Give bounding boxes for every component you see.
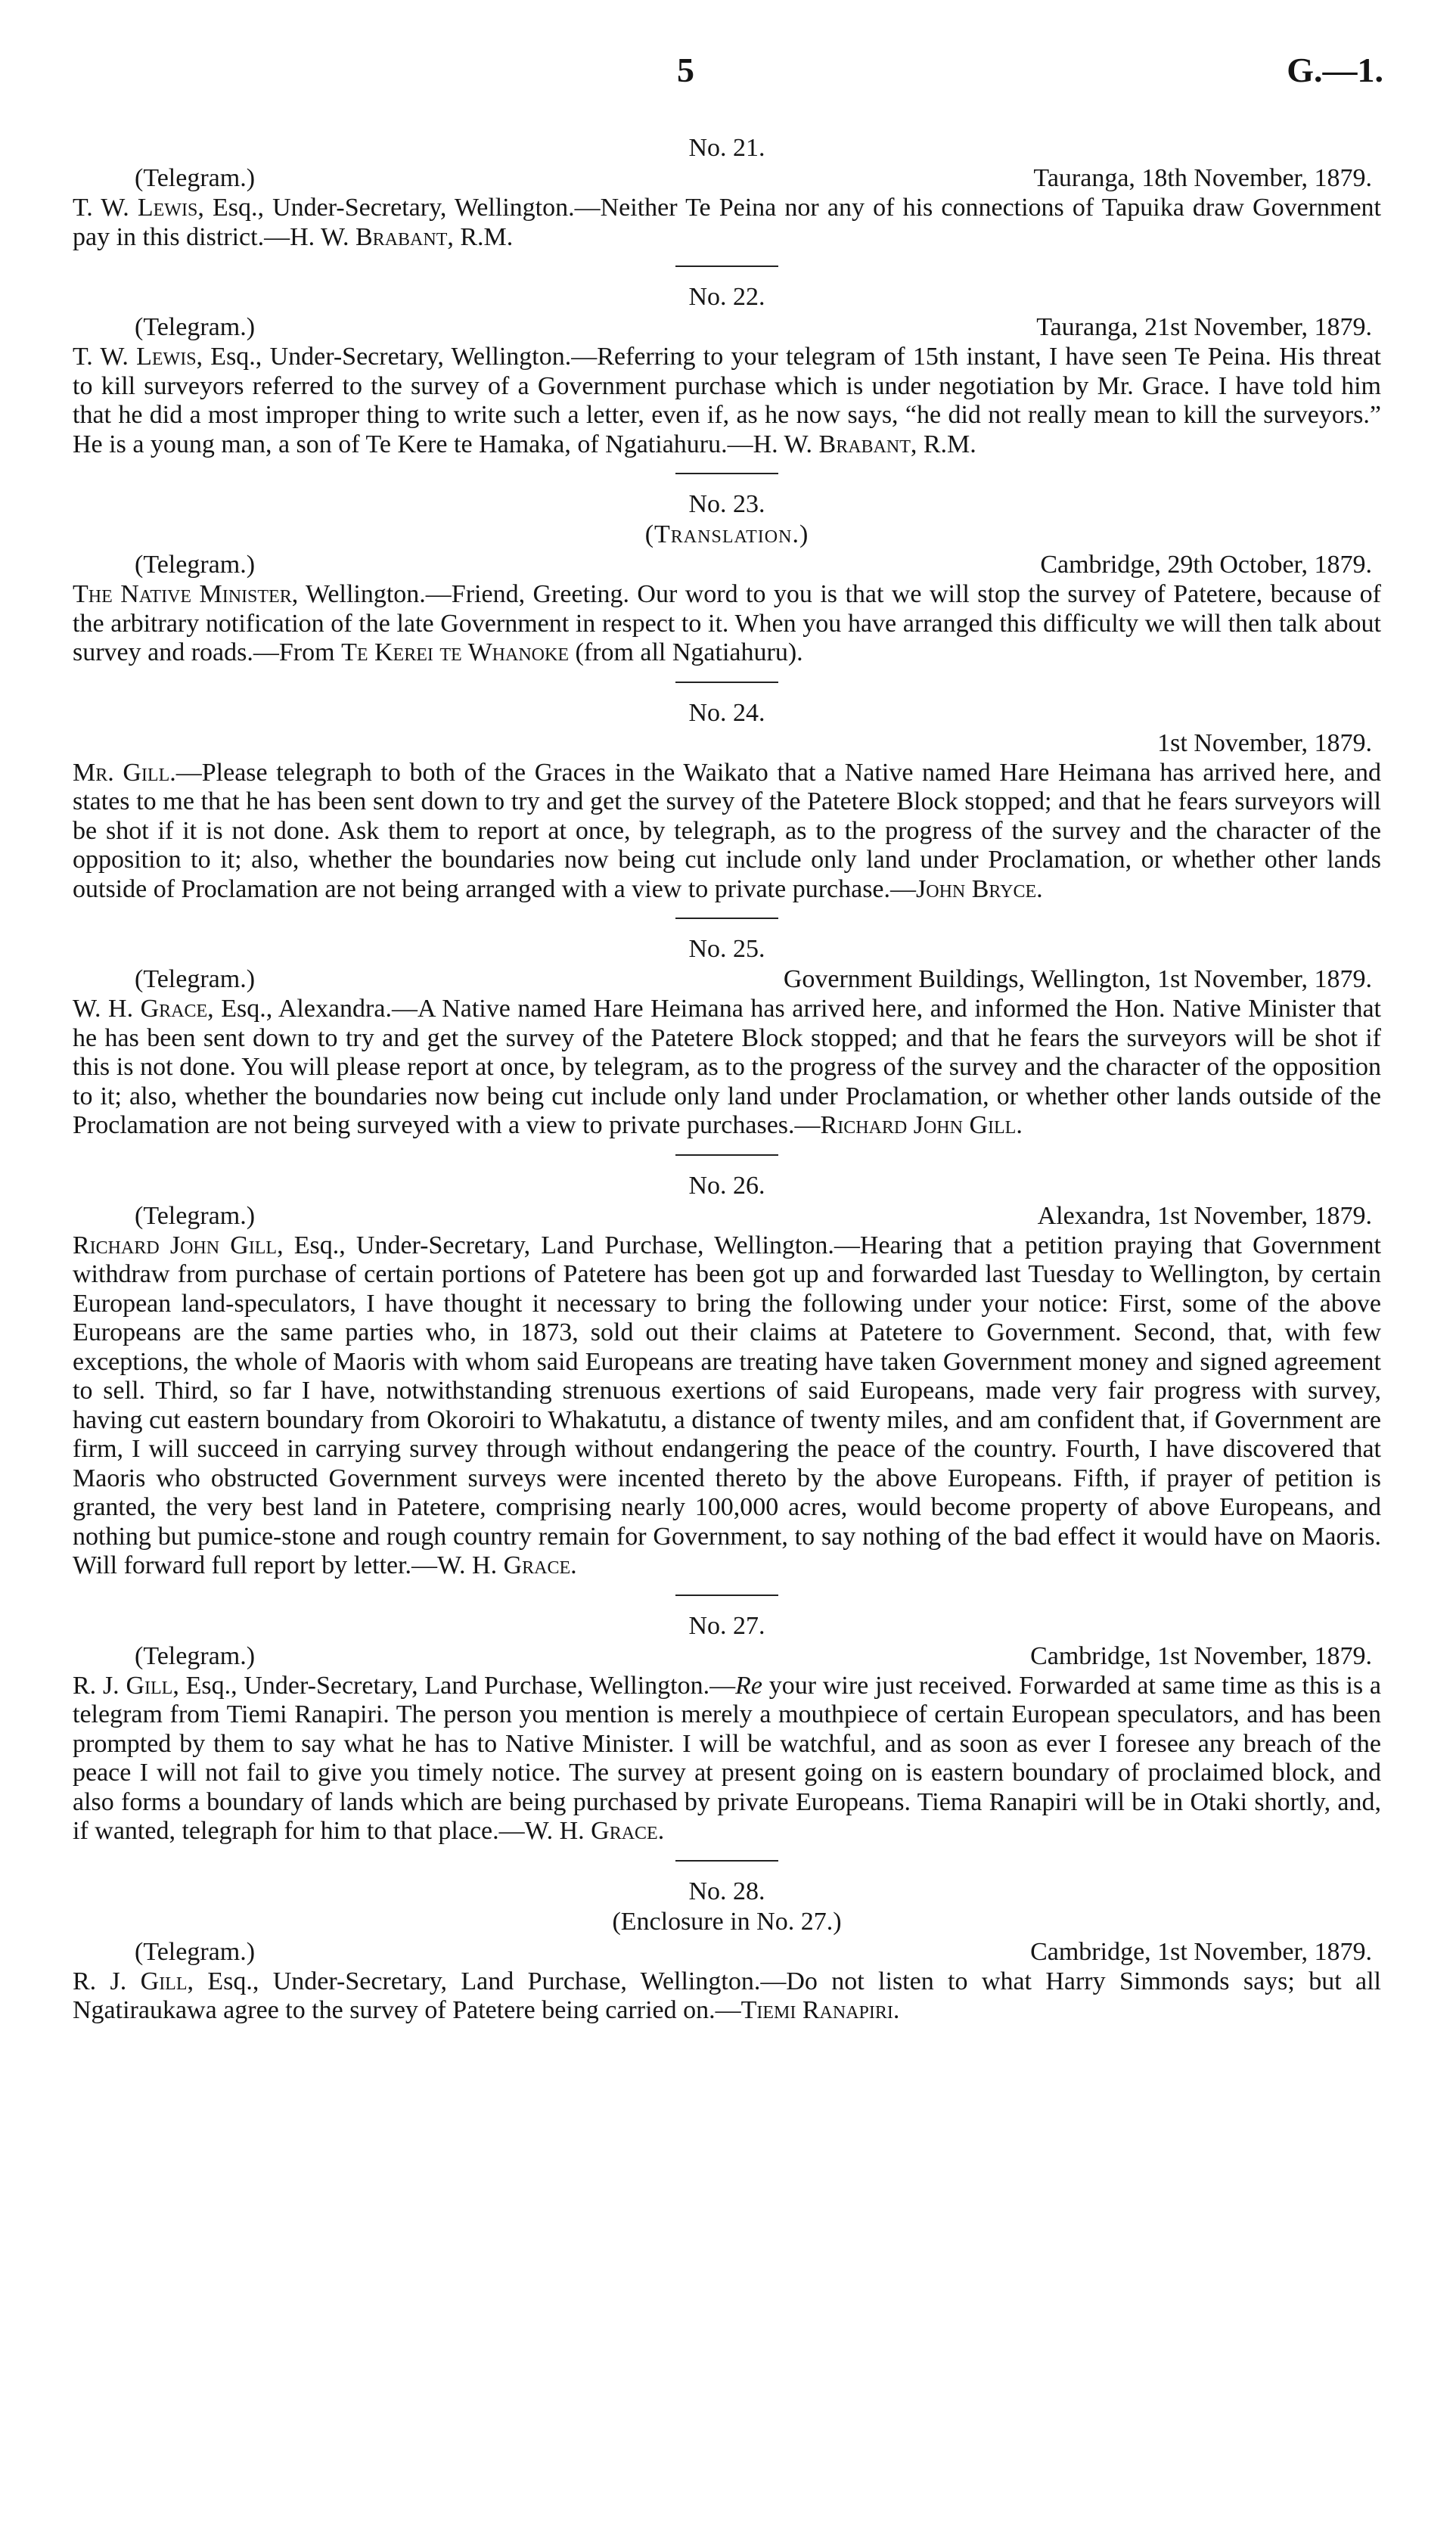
addressee: T. W. Lewis: [73, 194, 198, 222]
message-text: , Esq., Under-Secretary, Wellington.—Neither Te Peina nor any of his connections of Tapuika draw Government pay in this district.—: [73, 194, 1381, 251]
document-number: No. 22.: [688, 283, 765, 311]
message-text: , Esq., Under-Secretary, Land Purchase, Wellington.—: [172, 1671, 736, 1700]
message-text: , Wellington.—Friend, Greeting. Our word to you is that we will stop the survey of Patetere, because of the arbitrary notification of the late Government in respect to it. When you have arranged this difficulty we will then talk about survey and roads.—From: [73, 580, 1381, 666]
place-date: Cambridge, 1st November, 1879.: [1030, 1937, 1372, 1966]
document-type: (Telegram.): [135, 164, 256, 192]
page-number: 5: [677, 51, 694, 89]
document-number: No. 25.: [688, 935, 765, 963]
place-date: Cambridge, 29th October, 1879.: [1040, 551, 1372, 579]
document-no-28: [73, 1877, 1381, 2026]
telegram-header: [73, 964, 1381, 995]
document-no-26: [73, 1171, 1381, 1581]
section-divider: [675, 682, 778, 683]
telegram-header: [73, 1201, 1381, 1231]
signature: Te Kerei te Whanoke: [341, 638, 569, 666]
message-text: , Esq., Under-Secretary, Land Purchase, Wellington.—Do not listen to what Harry Simmonds says; but all Ngatiraukawa agree to the survey of Patetere being carried on.—: [73, 1967, 1381, 2024]
place-date: Government Buildings, Wellington, 1st November, 1879.: [783, 965, 1372, 993]
document-number: No. 24.: [688, 698, 765, 727]
document-no-27: [73, 1611, 1381, 1846]
document-no-23: [73, 489, 1381, 668]
document-number: No. 28.: [688, 1877, 765, 1905]
message-text-continued: your wire just received. Forwarded at same time as this is a telegram from Tiemi Ranapiri. The person you mention is merely a mouthpiece of certain European speculators, and has been prompted by them to say what he has to Native Minister. I will be watchful, and as soon as ever I foresee any breach of the peace I will not fail to give you timely notice. The survey at present going on is eastern boundary of proclaimed block, and also forms a boundary of lands which are being purchased by private Europeans. Tiema Ranapiri will be in Otaki shortly, and, if wanted, telegraph for him to that place.—: [73, 1671, 1381, 1845]
telegram-header: [73, 1641, 1381, 1672]
document-body: [73, 580, 1381, 668]
document-reference: G.—1.: [1287, 51, 1383, 89]
place-date: Alexandra, 1st November, 1879.: [1037, 1201, 1372, 1230]
signature-suffix: , R.M.: [910, 430, 976, 458]
signature-suffix: .: [1016, 1111, 1023, 1139]
telegram-header: [73, 163, 1381, 194]
place-date: Tauranga, 21st November, 1879.: [1036, 313, 1372, 341]
telegram-header: [73, 1937, 1381, 1967]
page-content: [73, 133, 1381, 2026]
signature-suffix: (from all Ngatiahuru).: [568, 638, 803, 666]
message-text: , Esq., Alexandra.—A Native named Hare Heimana has arrived here, and informed the Hon. Native Minister that he has been sent down to try and get the survey of the Patetere Block stopped; and that he fears the surveyors will be shot if this is not done. You will please report at once, by telegram, as to the progress of the survey and the character of the opposition to it; also, whether the boundaries now being cut include only land under Proclamation, or whether other lands outside of the Proclamation are not being surveyed with a view to private purchases.—: [73, 995, 1381, 1139]
document-type: (Telegram.): [135, 1937, 256, 1966]
document-body: [73, 995, 1381, 1141]
document-type: (Telegram.): [135, 1641, 256, 1670]
signature: H. W. Brabant: [753, 430, 911, 458]
telegram-header: [73, 550, 1381, 580]
document-type: (Telegram.): [135, 965, 256, 993]
signature-suffix: .: [893, 1996, 900, 2024]
telegram-header: [73, 728, 1381, 759]
addressee: R. J. Gill: [73, 1967, 188, 1995]
signature: Richard John Gill: [820, 1111, 1017, 1139]
message-text: .—Please telegraph to both of the Graces in the Waikato that a Native named Hare Heimana has arrived here, and states to me that he has been sent down to try and get the survey of the Patetere Block stopped; and that he fears surveyors will be shot if it is not done. Ask them to report at once, by telegraph, as to the progress of the survey and the character of the opposition to it; also, whether the boundaries now being cut include only land under Proclamation, or whether other lands outside of Proclamation are not being arranged with a view to private purchase.—: [73, 758, 1381, 903]
document-number: No. 27.: [688, 1611, 765, 1640]
addressee: R. J. Gill: [73, 1671, 173, 1700]
signature: John Bryce: [916, 874, 1037, 903]
section-divider: [675, 1860, 778, 1862]
section-divider: [675, 473, 778, 474]
document-body: [73, 1231, 1381, 1581]
document-body: [73, 1967, 1381, 2026]
addressee: W. H. Grace: [73, 995, 208, 1023]
signature-suffix: , R.M.: [447, 222, 514, 251]
signature-suffix: .: [1036, 874, 1043, 903]
page-header: [0, 50, 1456, 103]
document-number: No. 21.: [688, 134, 765, 162]
addressee: T. W. Lewis: [73, 343, 197, 371]
section-divider: [675, 1154, 778, 1156]
place-date: Tauranga, 18th November, 1879.: [1033, 164, 1372, 192]
translation-note: (Translation.): [644, 520, 809, 548]
document-body: [73, 1672, 1381, 1846]
document-type: (Telegram.): [135, 551, 256, 579]
re-reference: Re: [735, 1671, 762, 1700]
document-body: [73, 194, 1381, 252]
signature: H. W. Brabant: [290, 222, 448, 251]
addressee: Richard John Gill: [73, 1231, 278, 1259]
document-body: [73, 759, 1381, 905]
document-body: [73, 343, 1381, 459]
document-no-24: [73, 698, 1381, 905]
document-type: (Telegram.): [135, 313, 256, 341]
document-no-21: [73, 133, 1381, 252]
document-type: (Telegram.): [135, 1201, 256, 1230]
section-divider: [675, 1595, 778, 1596]
enclosure-note: (Enclosure in No. 27.): [612, 1907, 842, 1936]
signature: Tiemi Ranapiri: [740, 1996, 893, 2024]
addressee: Mr. Gill: [73, 758, 170, 787]
document-no-22: [73, 282, 1381, 459]
message-text: , Esq., Under-Secretary, Wellington.—Referring to your telegram of 15th instant, I have seen Te Peina. His threat to kill surveyors referred to the survey of a Government purchase which is under negotiation by Mr. Grace. I have told him that he did a most improper thing to write such a letter, even if, as he now says, “he did not really mean to kill the surveyors.” He is a young man, a son of Te Kere te Hamaka, of Ngatiahuru.—: [73, 343, 1381, 458]
section-divider: [675, 266, 778, 267]
telegram-header: [73, 312, 1381, 343]
place-date: Cambridge, 1st November, 1879.: [1030, 1641, 1372, 1670]
document-number: No. 23.: [688, 490, 765, 518]
place-date: 1st November, 1879.: [1157, 728, 1372, 757]
document-number: No. 26.: [688, 1171, 765, 1200]
document-no-25: [73, 934, 1381, 1141]
signature-suffix: .: [570, 1551, 577, 1579]
signature-suffix: .: [657, 1817, 665, 1845]
signature: W. H. Grace: [437, 1551, 571, 1579]
section-divider: [675, 918, 778, 919]
addressee: The Native Minister: [73, 580, 292, 608]
signature: W. H. Grace: [524, 1817, 658, 1845]
message-text: , Esq., Under-Secretary, Land Purchase, Wellington.—Hearing that a petition praying that Government withdraw from purchase of certain portions of Patetere has been got up and forwarded last Tuesday to Wellington, by certain European land-speculators, I have thought it necessary to bring the following under your notice: First, some of the above Europeans are the same parties who, in 1873, sold out their claims at Patetere to Government. Second, that, with few exceptions, the whole of Maoris with whom said Europeans are treating have taken Government money and signed agreement to sell. Third, so far I have, notwithstanding strenuous exertions of said Europeans, made very fair progress with survey, having cut eastern boundary from Okoroiri to Whakatutu, a distance of twenty miles, and am confident that, if Government are firm, I will succeed in carrying survey through without endangering the peace of the country. Fourth, I have discovered that Maoris who obstructed Government surveys were incented thereto by the above Europeans. Fifth, if prayer of petition is granted, the very best land in Patetere, comprising nearly 100,000 acres, would become property of above Europeans, and nothing but pumice-stone and rough country remain for Government, to say nothing of the bad effect it would have on Maoris. Will forward full report by letter.—: [73, 1231, 1381, 1579]
